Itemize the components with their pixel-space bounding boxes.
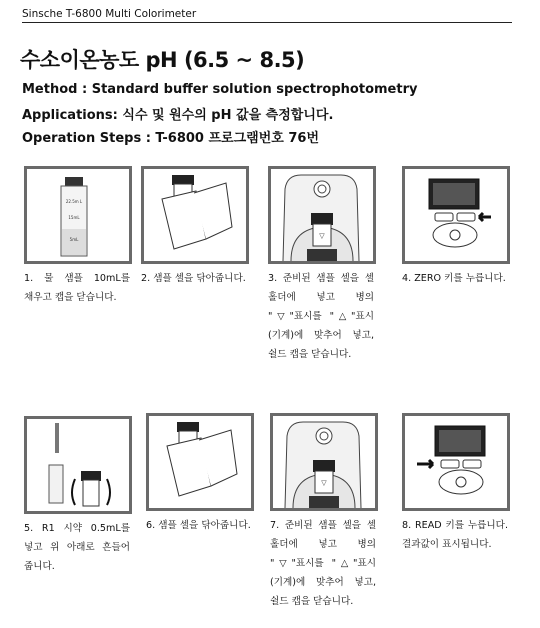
step-6 — [146, 413, 256, 535]
step-1 — [24, 166, 134, 307]
step-4 — [402, 166, 512, 288]
step-8-caption: 8. READ 키를 누릅니다. 결과값이 표시됩니다. — [402, 520, 508, 550]
step-1-image — [24, 166, 132, 264]
svg-text:▽: ▽ — [319, 232, 325, 240]
step-6-image — [146, 413, 254, 511]
method-line: Method : Standard buffer solution spectrophotometry — [22, 82, 418, 97]
cell-holder-icon — [271, 169, 373, 261]
sample-bottle-icon — [27, 169, 129, 261]
page-header: Sinsche T-6800 Multi Colorimeter — [22, 6, 512, 23]
wipe-cell-icon — [149, 416, 251, 508]
step-4-caption: 4. ZERO 키를 누릅니다. — [402, 273, 506, 284]
cell-holder-icon — [273, 416, 375, 508]
step-5-caption: 5. R1 시약 0.5mL를 넣고 위 아래로 흔들어 줍니다. — [24, 523, 130, 572]
zero-key-icon — [405, 169, 507, 261]
svg-text:22.5m L: 22.5m L — [65, 199, 83, 204]
page-title: 수소이온농도 pH (6.5 ~ 8.5) — [20, 48, 305, 72]
svg-text:15mL: 15mL — [68, 215, 80, 220]
step-7 — [270, 413, 380, 611]
wipe-cell-icon — [144, 169, 246, 261]
step-3-caption: 3. 준비된 샘플 셀을 셀 홀더에 넣고 병의 "▽"표시를 "△"표시(기계)에 맞추어 넣고, 쉴드 캡을 닫습니다. — [268, 273, 374, 360]
step-8 — [402, 413, 512, 554]
step-5 — [24, 416, 134, 576]
step-2-image — [141, 166, 249, 264]
step-2-caption: 2. 샘플 셀을 닦아줍니다. — [141, 273, 246, 284]
step-8-image — [402, 413, 510, 511]
step-7-image — [270, 413, 378, 511]
step-4-image — [402, 166, 510, 264]
step-3-image — [268, 166, 376, 264]
step-5-image — [24, 416, 132, 514]
add-reagent-icon — [27, 419, 129, 511]
step-7-caption: 7. 준비된 샘플 셀을 셀 홀더에 넣고 병의 "▽"표시를 "△"표시(기계)에 맞추어 넣고, 쉴드 캡을 닫습니다. — [270, 520, 376, 607]
applications-line: Applications: 식수 및 원수의 pH 값을 측정합니다. — [22, 108, 334, 123]
read-key-icon — [405, 416, 507, 508]
step-3 — [268, 166, 378, 364]
svg-text:5mL: 5mL — [69, 237, 79, 242]
step-2 — [141, 166, 251, 288]
step-1-caption: 1. 물 샘플 10mL를 채우고 캡을 닫습니다. — [24, 273, 130, 303]
operation-steps-line: Operation Steps : T-6800 프로그램번호 76번 — [22, 131, 320, 146]
svg-text:▽: ▽ — [321, 479, 327, 487]
step-6-caption: 6. 샘플 셀을 닦아줍니다. — [146, 520, 251, 531]
